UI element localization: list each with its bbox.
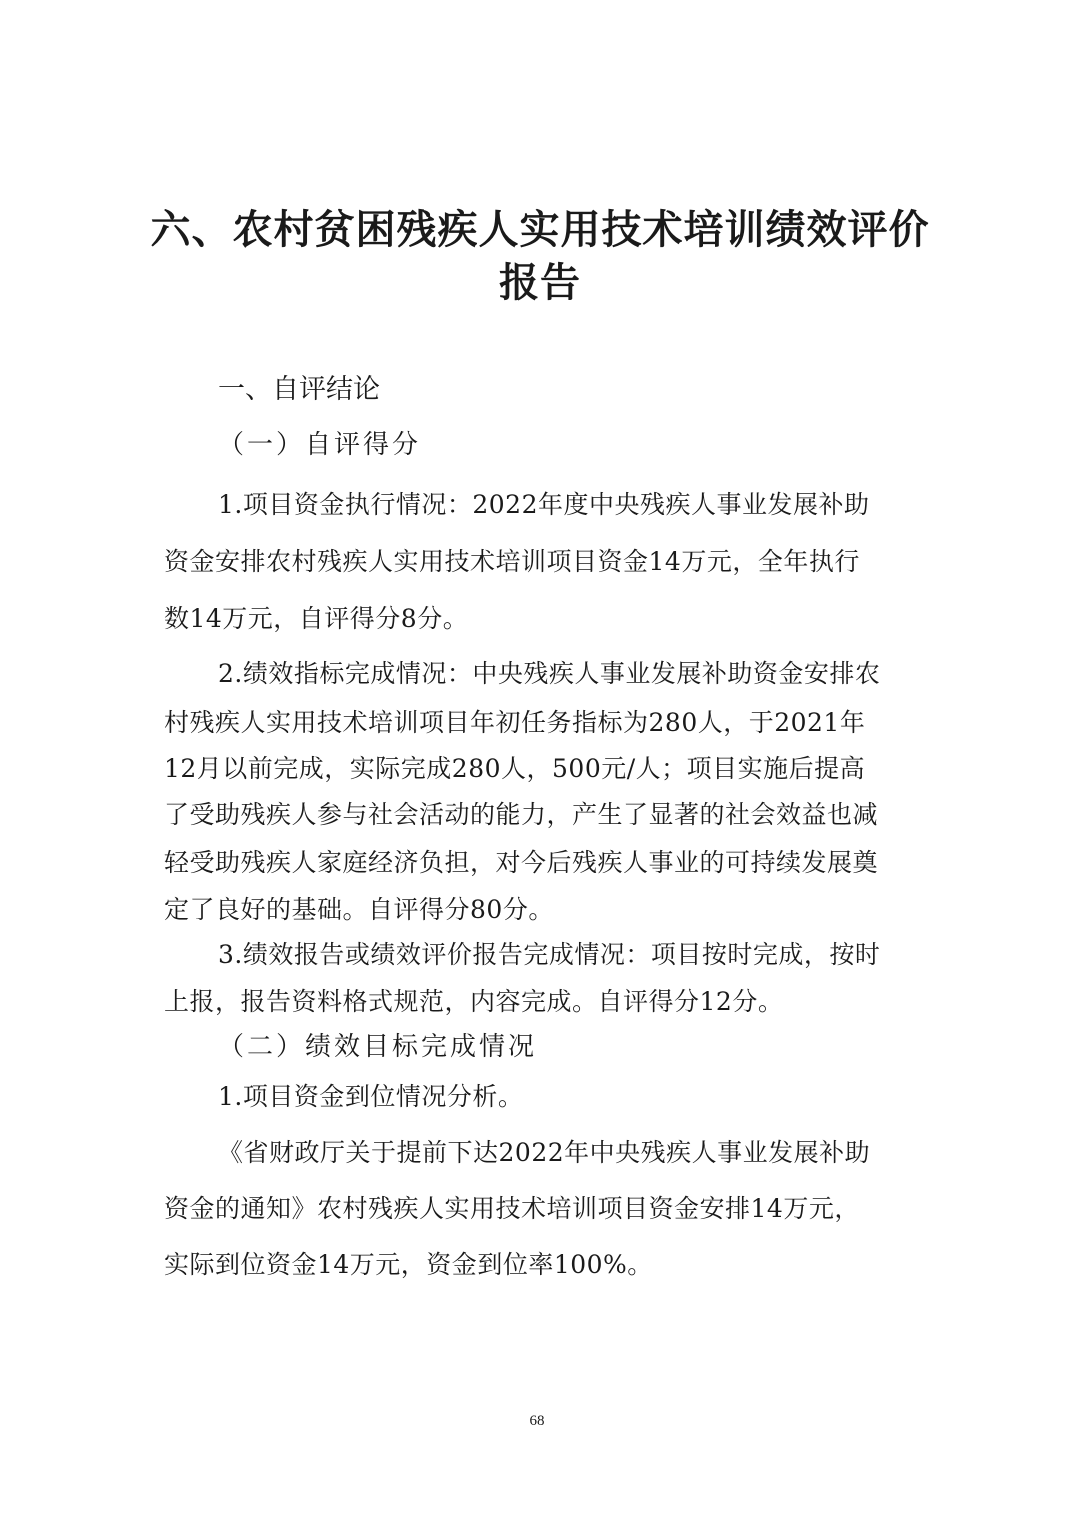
subsection-heading-score: （一）自评得分 bbox=[218, 430, 422, 460]
section-heading-self-evaluation: 一、自评结论 bbox=[218, 374, 380, 405]
paragraph-line: 轻受助残疾人家庭经济负担，对今后残疾人事业的可持续发展奠 bbox=[164, 848, 879, 877]
page-title-line-2: 报告 bbox=[499, 260, 581, 306]
paragraph-line: 3.绩效报告或绩效评价报告完成情况：项目按时完成，按时 bbox=[218, 940, 881, 969]
page-title-line-1: 六、农村贫困残疾人实用技术培训绩效评价 bbox=[150, 207, 930, 253]
paragraph-line: 1.项目资金到位情况分析。 bbox=[218, 1082, 524, 1111]
paragraph-line: 了受助残疾人参与社会活动的能力，产生了显著的社会效益也减 bbox=[164, 800, 879, 829]
paragraph-line: 12月以前完成，实际完成280人，500元/人；项目实施后提高 bbox=[164, 754, 866, 783]
paragraph-line: 1.项目资金执行情况：2022年度中央残疾人事业发展补助 bbox=[218, 490, 870, 519]
subsection-heading-targets: （二）绩效目标完成情况 bbox=[218, 1032, 538, 1062]
paragraph-line: 数14万元，自评得分8分。 bbox=[164, 604, 469, 633]
paragraph-line: 2.绩效指标完成情况：中央残疾人事业发展补助资金安排农 bbox=[218, 659, 881, 688]
paragraph-line: 上报，报告资料格式规范，内容完成。自评得分12分。 bbox=[164, 987, 784, 1016]
paragraph-line: 资金安排农村残疾人实用技术培训项目资金14万元，全年执行 bbox=[164, 547, 860, 576]
paragraph-line: 资金的通知》农村残疾人实用技术培训项目资金安排14万元， bbox=[164, 1194, 860, 1223]
paragraph-line: 《省财政厅关于提前下达2022年中央残疾人事业发展补助 bbox=[218, 1138, 871, 1167]
page-number: 68 bbox=[529, 1413, 545, 1429]
paragraph-line: 实际到位资金14万元，资金到位率100%。 bbox=[164, 1250, 653, 1279]
paragraph-line: 村残疾人实用技术培训项目年初任务指标为280人，于2021年 bbox=[164, 708, 866, 737]
paragraph-line: 定了良好的基础。自评得分80分。 bbox=[164, 895, 554, 924]
